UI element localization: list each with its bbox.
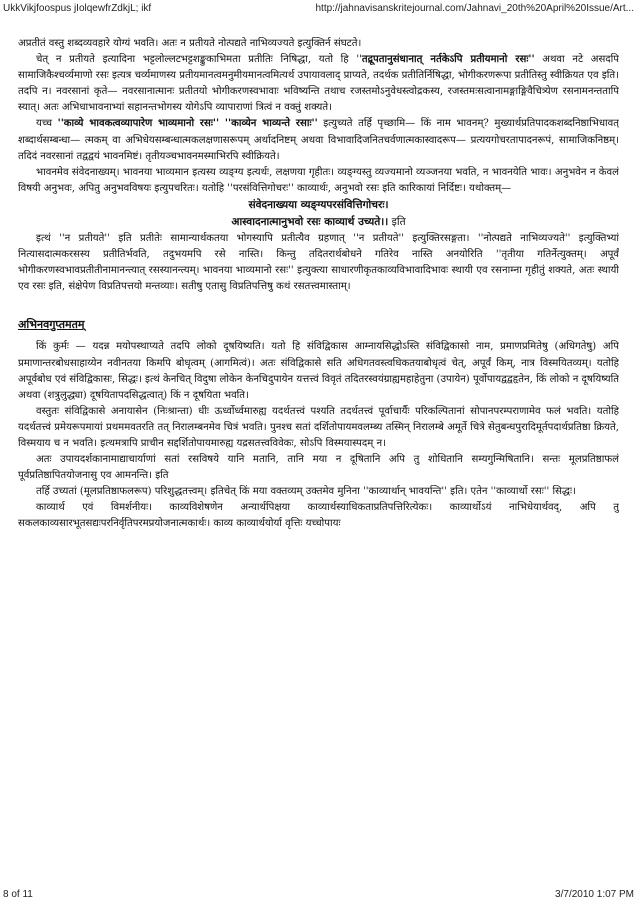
paragraph-text: चेत् न प्रतीयते इत्यादिना भट्टलोल्लटभट्टशङ्कुकाभिमता प्रतीतिः निषिद्धा, यतो हि '' xyxy=(36,54,362,66)
paragraph: भावनमेव संवेदनाख्यम्। भावनया भाव्यमान इत्यस्य व्यङ्ग्य इत्यर्थः, लक्षणया गृहीतः। व्यङ्ग्यस्तु व्यज्यमानो व्यञ्जनया भवति, न भावनयेति भावः। अनुभवेन न केवलं विषयी अनुभवः, अपितु अनुभवविषयः इत्युपचरितः। यतोहि ''परसंवित्तिगोचरः'' काव्यार्थः, अनुभवो रसः इति कारिकायां निर्दिष्टः। यथोक्तम्— xyxy=(18,166,619,194)
browser-print-header xyxy=(3,3,634,14)
karika-line-2 xyxy=(18,214,619,231)
paragraph: किं कुर्मः — यदन्न मयोपस्थाप्यते तदपि लोको दूषयिष्यति। यतो हि संविद्विकास आम्नायसिद्धोऽस्ति संविद्विकासो नाम, प्रमाणप्रमितेषु (अधिगतेषु) अपि प्रमाणान्तरबोधसाहाय्येन नवीनतया किमपि बोधृत्वम् (आगमित्वं)। अतः संविद्विकासे सति अधिगतवस्त्वधिकतयाबोधृत्वं चेत्, अपूर्वं किम्, नात्र विस्मयितव्यम्। यतोहि अपूर्वबोध एवं संविद्विकासः, सिद्धः। इत्थं केनचित् विदुषा लोकेन केनचिदुपायेन यत्तत्त्वं विवृतं तदितरस्वयंग्राह्यमहाहेतुना (उपायेन) पूर्वोपायद्वद्वहृतेन, किं लोको न दूषयिष्यति अथवा (शत्रुलुद्ध्या) दूषयितापदसिद्धत्वात्) किं न दूषयिता भवति। xyxy=(18,341,619,401)
paragraph-text: अथवा नटे असदपि सामाजिकैश्चर्व्यमाणो रसः इत्यत्र चर्व्यमाणस्य प्रतीयमानत्वमनुमीयमानत्वमित्यर्थ उपायावलाद् प्राप्यते, तदर्थक प्रतीतिर्निषिद्धा, भोगीकरणरूपा प्रतीतिस्तु स्वीक्रियत एव इति। तदपि न। नवरसानां कृते— नवरसानात्मानः प्रतीतयो भोगीकरणस्वभावाः भविष्यन्ति तथाच रजस्तमोऽनुवेधस्त्वोद्रकस्य, रजस्तमःसत्वानामङ्गाङ्गिवैचित्र्येण रसनामनन्ततापि स्यात्। अतः अभिधाभावनाभ्यां सहानन्तभोगस्य योगेऽपि व्यापाराणां त्रित्वं न वक्तुं शक्यते। xyxy=(18,54,619,114)
page-number: 8 of 11 xyxy=(3,889,33,900)
section-heading: अभिनवगुप्तमतम् xyxy=(18,318,85,332)
karika-text: आस्वादनात्मानुभवो रसः काव्यार्थ उच्यते।। xyxy=(231,215,389,228)
article-body xyxy=(18,36,619,882)
quoted-verse: ''काव्ये भावकत्वव्यापारेण भाव्यमानो रसः'' ''काव्येन भाव्यन्ते रसाः'' xyxy=(57,118,318,130)
karika-tail: इति xyxy=(388,215,406,228)
paragraph: वस्तुतः संविद्विकासे अनायासेन (निःश्रान्ता) धीः ऊर्ध्वोर्ध्वमारुह्य यदर्थतत्त्वं पश्यति तदर्थतत्त्वं पूर्वाचार्यैः परिकल्पितानां सोपानपरम्पराणामेव फलं भवति। यतोहि यदर्थतत्त्वं प्रमेयरूपमायां प्रथममवतरति तत् निरालम्बनमेव चित्रं भवति। पुनश्च सतां दर्शितोपायमवलम्ब्य तस्मिन् निरालम्बे अमूर्ते चित्रे सेतुबन्धपुरादिमूर्तपदार्थप्रतिष्ठा क्रियते, विस्मयाय च न भवति। इत्थमत्रापि प्राचीन सद्दर्शितोपायमारुह्य यद्रसतत्त्वविवेकः, सोऽपि विस्मयास्पदम् न। xyxy=(18,405,619,449)
paragraph-text: इत्युच्यते तर्हि पृच्छामि— किं नाम भावनम्? मुख्यार्थप्रतिपादकशब्दनिष्ठाभिधावत् शब्दार्थसम्बन्धा— त्मकम् वा अभिधेयसम्बन्धात्मकलक्षणासरूपम् अर्थादनिष्टम् अथवा विभावादिजनितचर्वणात्मकास्वादरूप— प्रत्ययगोचरतापादनरूपं, सामाजिकनिष्ठम्। तदिदं नवरसानां तद्वद्वयं भावनमिष्टं। तृतीयञ्चभावनमस्माभिरपि स्वीक्रियते। xyxy=(18,118,619,162)
paragraph: इत्थं ''न प्रतीयते'' इति प्रतीतेः सामान्यार्थकतया भोगस्यापि प्रतीत्यैव ग्रहणात् ''न प्रतीयते'' इत्युक्तिरसङ्गता। ''नोत्पद्यते नाभिव्यज्यते'' इत्युक्तिभ्यां नित्यासदात्मकरसस्य प्रतीतिर्भवति, तदुभयमपि रसे नास्ति। किन्तु तदितरार्थबोधने गतिरेव नास्ति अनयोरिति ''तृतीया गतिर्नेत्युक्तम्। अपूर्वं भोगीकरणस्वभावप्रतीतीनामानन्त्यात् रसस्यानन्त्यम्। भावनया भाव्यमानो रसः'' इत्युक्त्या साधारणीकृतकाव्यविभावादिभावः स्थायी एव रसनाम्ना गृहीतुं शक्यते, अतः स्थायी एव रसः इति, संक्षेपेण विप्रतिपत्तयो मन्तव्याः। सतीषु एतासु विप्रतिपत्तिषु कथं रसतत्त्वमास्ताम्। xyxy=(18,232,619,293)
page-title: UkkVikjfoospus jIolqewfrZdkjL; ikf xyxy=(3,3,152,14)
karika-line-1: संवेदनाख्यया व्यङ्ग्यपरसंवित्तिगोचरः। xyxy=(248,198,389,211)
paragraph: तर्हि उच्यतां (मूलप्रतिष्ठाफलरूप) परिशुद्धतत्त्वम्। इतिचेत् किं मया वक्तव्यम् उक्तमेव मुनिना ''काव्यार्थान् भावयन्ति'' इति। एतेन ''काव्यार्थो रसः'' सिद्धः। xyxy=(36,486,576,498)
paragraph xyxy=(18,52,619,116)
paragraph xyxy=(18,116,619,164)
paragraph-text: यच्च xyxy=(36,118,58,130)
page-url: http://jahnavisanskritejournal.com/Jahnavi_20th%20April%20Issue/Art... xyxy=(315,3,634,14)
quoted-verse: तद्रूपतानुसंधानात् नर्तकेऽपि प्रतीयमानो रसः'' xyxy=(361,54,535,66)
paragraph: काव्यार्थ एवं विमर्शनीयः। काव्यविशेषणेन अन्यार्थपिक्षया काव्यार्थस्याधिकताप्रतिपत्तिरित्येकः। काव्यार्थोऽयं नाभिधेयार्थवद्, अपि तु सकलकाव्यसारभूतसद्यःपरनिर्वृतिपरमप्रयोजनात्मकार्थः। काव्य काव्यार्थयोर्या वृत्तिः यच्चोपायः xyxy=(18,502,619,530)
paragraph: अप्रतीतं वस्तु शब्दव्यवहारे योग्यं भवति। अतः न प्रतीयते नोत्पद्यते नाभिव्यज्यते इत्युक्तिर्न संघटते। xyxy=(18,38,362,49)
print-datetime: 3/7/2010 1:07 PM xyxy=(555,889,634,900)
paragraph: अतः उपायदर्शकानामाद्याचार्याणां सतां रसविषये यानि मतानि, तानि मया न दूषितानि अपि तु शोधितानि सम्यगुन्मिषितानि। सन्तः मूलप्रतिष्ठाफलं पूर्वप्रतिष्ठापितयोजनासु एव आमनन्ति। इति xyxy=(18,454,619,482)
browser-print-footer xyxy=(3,889,634,900)
